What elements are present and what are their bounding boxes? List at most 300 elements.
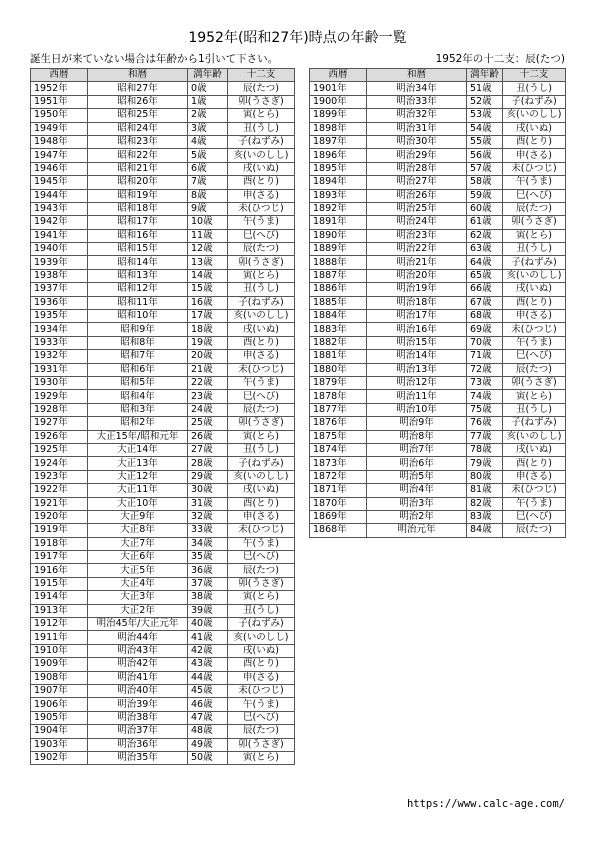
cell-eto: 辰(たつ) — [228, 82, 295, 95]
cell-seireki: 1924年 — [31, 457, 88, 470]
table-row — [310, 376, 566, 389]
birthday-note: 誕生日が来ていない場合は年齢から1引いて下さい。 — [30, 53, 279, 65]
cell-age: 71歳 — [467, 350, 503, 363]
cell-eto: 子(ねずみ) — [228, 296, 295, 309]
table-row — [31, 644, 295, 657]
cell-seireki: 1932年 — [31, 350, 88, 363]
cell-age: 45歳 — [188, 684, 228, 697]
cell-eto: 巳(へび) — [228, 711, 295, 724]
table-row — [31, 336, 295, 349]
cell-wareki: 昭和15年 — [88, 243, 188, 256]
cell-age: 7歳 — [188, 176, 228, 189]
cell-wareki: 昭和19年 — [88, 189, 188, 202]
table-row — [31, 470, 295, 483]
cell-seireki: 1885年 — [310, 296, 367, 309]
cell-wareki: 昭和22年 — [88, 149, 188, 162]
cell-wareki: 明治30年 — [367, 135, 467, 148]
table-row — [310, 403, 566, 416]
cell-age: 70歳 — [467, 336, 503, 349]
cell-wareki: 明治14年 — [367, 350, 467, 363]
cell-age: 66歳 — [467, 283, 503, 296]
table-row — [310, 176, 566, 189]
cell-eto: 申(さる) — [228, 189, 295, 202]
cell-age: 3歳 — [188, 122, 228, 135]
cell-seireki: 1915年 — [31, 577, 88, 590]
table-row — [310, 122, 566, 135]
cell-wareki: 昭和20年 — [88, 176, 188, 189]
header-eto: 十二支 — [228, 69, 295, 82]
cell-wareki: 明治8年 — [367, 430, 467, 443]
cell-seireki: 1884年 — [310, 310, 367, 323]
table-row — [31, 604, 295, 617]
cell-age: 50歳 — [188, 751, 228, 764]
cell-age: 22歳 — [188, 376, 228, 389]
cell-age: 17歳 — [188, 310, 228, 323]
cell-eto: 申(さる) — [503, 470, 566, 483]
cell-seireki: 1907年 — [31, 684, 88, 697]
cell-eto: 午(うま) — [228, 376, 295, 389]
cell-wareki: 大正12年 — [88, 470, 188, 483]
cell-eto: 亥(いのしし) — [228, 631, 295, 644]
cell-eto: 丑(うし) — [503, 243, 566, 256]
table-row — [31, 484, 295, 497]
cell-seireki: 1926年 — [31, 430, 88, 443]
table-row — [31, 202, 295, 215]
cell-seireki: 1902年 — [31, 751, 88, 764]
cell-wareki: 明治31年 — [367, 122, 467, 135]
cell-seireki: 1939年 — [31, 256, 88, 269]
cell-eto: 巳(へび) — [503, 510, 566, 523]
cell-age: 9歳 — [188, 202, 228, 215]
cell-eto: 酉(とり) — [228, 497, 295, 510]
header-seireki: 西暦 — [310, 69, 367, 82]
cell-age: 15歳 — [188, 283, 228, 296]
table-row — [31, 751, 295, 764]
table-row — [31, 350, 295, 363]
cell-seireki: 1870年 — [310, 497, 367, 510]
cell-wareki: 昭和24年 — [88, 122, 188, 135]
cell-eto: 未(ひつじ) — [503, 162, 566, 175]
cell-eto: 未(ひつじ) — [228, 684, 295, 697]
cell-seireki: 1952年 — [31, 82, 88, 95]
cell-age: 14歳 — [188, 269, 228, 282]
cell-wareki: 明治3年 — [367, 497, 467, 510]
cell-age: 23歳 — [188, 390, 228, 403]
table-row — [31, 658, 295, 671]
cell-wareki: 明治25年 — [367, 202, 467, 215]
cell-seireki: 1888年 — [310, 256, 367, 269]
cell-eto: 卯(うさぎ) — [228, 95, 295, 108]
header-seireki: 西暦 — [31, 69, 88, 82]
cell-age: 28歳 — [188, 457, 228, 470]
table-row — [31, 176, 295, 189]
cell-seireki: 1912年 — [31, 618, 88, 631]
table-row — [31, 698, 295, 711]
cell-seireki: 1921年 — [31, 497, 88, 510]
cell-age: 54歳 — [467, 122, 503, 135]
cell-wareki: 昭和14年 — [88, 256, 188, 269]
cell-eto: 申(さる) — [503, 310, 566, 323]
cell-wareki: 明治元年 — [367, 524, 467, 537]
cell-eto: 未(ひつじ) — [503, 323, 566, 336]
cell-age: 69歳 — [467, 323, 503, 336]
cell-seireki: 1868年 — [310, 524, 367, 537]
cell-age: 35歳 — [188, 551, 228, 564]
cell-eto: 子(ねずみ) — [228, 135, 295, 148]
cell-seireki: 1920年 — [31, 510, 88, 523]
cell-eto: 寅(とら) — [228, 269, 295, 282]
cell-seireki: 1944年 — [31, 189, 88, 202]
cell-wareki: 昭和23年 — [88, 135, 188, 148]
cell-eto: 辰(たつ) — [228, 403, 295, 416]
table-row — [31, 256, 295, 269]
cell-age: 16歳 — [188, 296, 228, 309]
cell-age: 31歳 — [188, 497, 228, 510]
cell-wareki: 大正8年 — [88, 524, 188, 537]
cell-eto: 戌(いぬ) — [503, 122, 566, 135]
cell-wareki: 明治10年 — [367, 403, 467, 416]
table-row — [310, 417, 566, 430]
cell-age: 80歳 — [467, 470, 503, 483]
table-row — [31, 684, 295, 697]
cell-eto: 卯(うさぎ) — [228, 256, 295, 269]
cell-seireki: 1899年 — [310, 109, 367, 122]
cell-seireki: 1916年 — [31, 564, 88, 577]
cell-eto: 巳(へび) — [228, 229, 295, 242]
cell-eto: 辰(たつ) — [228, 564, 295, 577]
cell-eto: 戌(いぬ) — [228, 644, 295, 657]
table-row — [310, 323, 566, 336]
cell-seireki: 1882年 — [310, 336, 367, 349]
cell-seireki: 1879年 — [310, 376, 367, 389]
cell-wareki: 明治40年 — [88, 684, 188, 697]
cell-eto: 丑(うし) — [228, 604, 295, 617]
cell-seireki: 1925年 — [31, 443, 88, 456]
cell-age: 52歳 — [467, 95, 503, 108]
table-row — [310, 484, 566, 497]
table-row — [31, 417, 295, 430]
cell-eto: 寅(とら) — [228, 751, 295, 764]
table-row — [31, 95, 295, 108]
cell-seireki: 1940年 — [31, 243, 88, 256]
cell-age: 77歳 — [467, 430, 503, 443]
cell-eto: 亥(いのしし) — [228, 149, 295, 162]
cell-age: 40歳 — [188, 618, 228, 631]
table-header-row — [31, 69, 295, 82]
cell-age: 84歳 — [467, 524, 503, 537]
cell-eto: 丑(うし) — [228, 122, 295, 135]
cell-seireki: 1929年 — [31, 390, 88, 403]
cell-age: 57歳 — [467, 162, 503, 175]
cell-wareki: 明治45年/大正元年 — [88, 618, 188, 631]
cell-eto: 卯(うさぎ) — [503, 216, 566, 229]
cell-seireki: 1949年 — [31, 122, 88, 135]
table-row — [310, 269, 566, 282]
cell-wareki: 明治19年 — [367, 283, 467, 296]
cell-eto: 酉(とり) — [503, 457, 566, 470]
cell-seireki: 1892年 — [310, 202, 367, 215]
cell-age: 78歳 — [467, 443, 503, 456]
cell-seireki: 1869年 — [310, 510, 367, 523]
cell-eto: 午(うま) — [503, 176, 566, 189]
cell-age: 82歳 — [467, 497, 503, 510]
table-row — [31, 376, 295, 389]
cell-eto: 巳(へび) — [228, 390, 295, 403]
cell-age: 47歳 — [188, 711, 228, 724]
cell-seireki: 1903年 — [31, 738, 88, 751]
table-row — [310, 470, 566, 483]
table-row — [310, 189, 566, 202]
cell-wareki: 明治28年 — [367, 162, 467, 175]
cell-wareki: 昭和18年 — [88, 202, 188, 215]
cell-wareki: 大正11年 — [88, 484, 188, 497]
cell-wareki: 明治15年 — [367, 336, 467, 349]
cell-seireki: 1950年 — [31, 109, 88, 122]
table-row — [31, 443, 295, 456]
cell-eto: 申(さる) — [228, 350, 295, 363]
cell-seireki: 1894年 — [310, 176, 367, 189]
cell-seireki: 1917年 — [31, 551, 88, 564]
cell-age: 58歳 — [467, 176, 503, 189]
cell-eto: 辰(たつ) — [228, 725, 295, 738]
cell-wareki: 明治44年 — [88, 631, 188, 644]
cell-eto: 申(さる) — [228, 510, 295, 523]
table-row — [31, 497, 295, 510]
table-row — [31, 269, 295, 282]
cell-age: 73歳 — [467, 376, 503, 389]
cell-seireki: 1909年 — [31, 658, 88, 671]
cell-age: 55歳 — [467, 135, 503, 148]
cell-age: 11歳 — [188, 229, 228, 242]
table-row — [310, 524, 566, 537]
cell-eto: 酉(とり) — [503, 296, 566, 309]
cell-seireki: 1878年 — [310, 390, 367, 403]
cell-seireki: 1883年 — [310, 323, 367, 336]
table-row — [310, 283, 566, 296]
cell-age: 27歳 — [188, 443, 228, 456]
cell-age: 26歳 — [188, 430, 228, 443]
cell-seireki: 1905年 — [31, 711, 88, 724]
cell-age: 46歳 — [188, 698, 228, 711]
cell-eto: 未(ひつじ) — [228, 524, 295, 537]
cell-seireki: 1901年 — [310, 82, 367, 95]
cell-wareki: 明治39年 — [88, 698, 188, 711]
cell-wareki: 明治22年 — [367, 243, 467, 256]
cell-age: 32歳 — [188, 510, 228, 523]
cell-seireki: 1900年 — [310, 95, 367, 108]
cell-wareki: 明治35年 — [88, 751, 188, 764]
table-row — [31, 577, 295, 590]
cell-age: 13歳 — [188, 256, 228, 269]
cell-wareki: 昭和12年 — [88, 283, 188, 296]
cell-age: 61歳 — [467, 216, 503, 229]
table-row — [31, 310, 295, 323]
table-row — [310, 457, 566, 470]
cell-age: 6歳 — [188, 162, 228, 175]
cell-seireki: 1904年 — [31, 725, 88, 738]
cell-wareki: 大正15年/昭和元年 — [88, 430, 188, 443]
cell-age: 79歳 — [467, 457, 503, 470]
cell-eto: 卯(うさぎ) — [228, 577, 295, 590]
cell-age: 43歳 — [188, 658, 228, 671]
cell-wareki: 昭和4年 — [88, 390, 188, 403]
cell-wareki: 昭和17年 — [88, 216, 188, 229]
site-url[interactable]: https://www.calc-age.com/ — [406, 798, 565, 810]
table-row — [31, 216, 295, 229]
cell-wareki: 明治43年 — [88, 644, 188, 657]
cell-age: 37歳 — [188, 577, 228, 590]
table-row — [31, 390, 295, 403]
cell-seireki: 1930年 — [31, 376, 88, 389]
header-wareki: 和暦 — [88, 69, 188, 82]
cell-age: 30歳 — [188, 484, 228, 497]
cell-eto: 卯(うさぎ) — [503, 376, 566, 389]
cell-eto: 午(うま) — [228, 537, 295, 550]
cell-seireki: 1923年 — [31, 470, 88, 483]
cell-seireki: 1934年 — [31, 323, 88, 336]
cell-eto: 丑(うし) — [228, 283, 295, 296]
cell-seireki: 1875年 — [310, 430, 367, 443]
cell-wareki: 大正5年 — [88, 564, 188, 577]
cell-eto: 寅(とら) — [228, 591, 295, 604]
year-zodiac-label: 1952年の十二支：辰(たつ) — [435, 53, 565, 65]
cell-seireki: 1891年 — [310, 216, 367, 229]
cell-wareki: 明治33年 — [367, 95, 467, 108]
cell-age: 51歳 — [467, 82, 503, 95]
cell-age: 5歳 — [188, 149, 228, 162]
cell-wareki: 明治38年 — [88, 711, 188, 724]
table-row — [310, 256, 566, 269]
table-row — [31, 430, 295, 443]
cell-wareki: 明治34年 — [367, 82, 467, 95]
cell-wareki: 大正2年 — [88, 604, 188, 617]
cell-seireki: 1951年 — [31, 95, 88, 108]
cell-eto: 子(ねずみ) — [503, 417, 566, 430]
cell-wareki: 明治27年 — [367, 176, 467, 189]
cell-seireki: 1933年 — [31, 336, 88, 349]
cell-seireki: 1945年 — [31, 176, 88, 189]
cell-age: 4歳 — [188, 135, 228, 148]
cell-wareki: 昭和26年 — [88, 95, 188, 108]
table-row — [31, 671, 295, 684]
cell-wareki: 明治24年 — [367, 216, 467, 229]
cell-age: 67歳 — [467, 296, 503, 309]
cell-eto: 子(ねずみ) — [228, 457, 295, 470]
cell-wareki: 昭和25年 — [88, 109, 188, 122]
cell-wareki: 昭和21年 — [88, 162, 188, 175]
table-body — [31, 82, 295, 765]
cell-wareki: 大正14年 — [88, 443, 188, 456]
cell-age: 24歳 — [188, 403, 228, 416]
cell-age: 53歳 — [467, 109, 503, 122]
cell-wareki: 昭和10年 — [88, 310, 188, 323]
cell-seireki: 1872年 — [310, 470, 367, 483]
cell-seireki: 1946年 — [31, 162, 88, 175]
cell-eto: 巳(へび) — [503, 350, 566, 363]
cell-wareki: 明治13年 — [367, 363, 467, 376]
table-row — [310, 296, 566, 309]
cell-seireki: 1911年 — [31, 631, 88, 644]
cell-age: 19歳 — [188, 336, 228, 349]
table-row — [31, 243, 295, 256]
table-row — [31, 122, 295, 135]
cell-age: 72歳 — [467, 363, 503, 376]
table-row — [310, 310, 566, 323]
cell-eto: 卯(うさぎ) — [228, 417, 295, 430]
cell-eto: 午(うま) — [228, 698, 295, 711]
cell-eto: 丑(うし) — [228, 443, 295, 456]
table-row — [310, 363, 566, 376]
cell-wareki: 明治18年 — [367, 296, 467, 309]
table-row — [31, 537, 295, 550]
cell-age: 83歳 — [467, 510, 503, 523]
table-row — [31, 738, 295, 751]
cell-eto: 卯(うさぎ) — [228, 738, 295, 751]
cell-age: 44歳 — [188, 671, 228, 684]
cell-seireki: 1922年 — [31, 484, 88, 497]
cell-wareki: 明治32年 — [367, 109, 467, 122]
cell-age: 10歳 — [188, 216, 228, 229]
cell-seireki: 1931年 — [31, 363, 88, 376]
cell-age: 75歳 — [467, 403, 503, 416]
cell-eto: 亥(いのしし) — [503, 109, 566, 122]
table-row — [31, 725, 295, 738]
cell-age: 21歳 — [188, 363, 228, 376]
header-wareki: 和暦 — [367, 69, 467, 82]
cell-age: 41歳 — [188, 631, 228, 644]
cell-wareki: 大正6年 — [88, 551, 188, 564]
cell-eto: 寅(とら) — [228, 109, 295, 122]
cell-seireki: 1896年 — [310, 149, 367, 162]
cell-eto: 未(ひつじ) — [228, 363, 295, 376]
cell-wareki: 明治5年 — [367, 470, 467, 483]
cell-seireki: 1898年 — [310, 122, 367, 135]
cell-seireki: 1919年 — [31, 524, 88, 537]
cell-wareki: 明治9年 — [367, 417, 467, 430]
cell-age: 63歳 — [467, 243, 503, 256]
cell-seireki: 1941年 — [31, 229, 88, 242]
cell-age: 65歳 — [467, 269, 503, 282]
cell-wareki: 明治26年 — [367, 189, 467, 202]
cell-eto: 戌(いぬ) — [503, 443, 566, 456]
cell-seireki: 1936年 — [31, 296, 88, 309]
cell-age: 12歳 — [188, 243, 228, 256]
cell-wareki: 明治41年 — [88, 671, 188, 684]
table-row — [31, 363, 295, 376]
cell-wareki: 昭和27年 — [88, 82, 188, 95]
cell-wareki: 明治16年 — [367, 323, 467, 336]
cell-wareki: 昭和2年 — [88, 417, 188, 430]
cell-wareki: 大正3年 — [88, 591, 188, 604]
cell-seireki: 1893年 — [310, 189, 367, 202]
cell-wareki: 明治21年 — [367, 256, 467, 269]
cell-eto: 亥(いのしし) — [503, 269, 566, 282]
cell-eto: 辰(たつ) — [503, 363, 566, 376]
cell-eto: 辰(たつ) — [503, 524, 566, 537]
cell-seireki: 1942年 — [31, 216, 88, 229]
table-row — [310, 109, 566, 122]
table-row — [31, 283, 295, 296]
table-row — [31, 149, 295, 162]
table-row — [31, 82, 295, 95]
table-row — [310, 430, 566, 443]
table-row — [310, 82, 566, 95]
cell-eto: 戌(いぬ) — [503, 283, 566, 296]
cell-eto: 亥(いのしし) — [503, 430, 566, 443]
cell-eto: 戌(いぬ) — [228, 484, 295, 497]
cell-wareki: 明治29年 — [367, 149, 467, 162]
cell-age: 76歳 — [467, 417, 503, 430]
